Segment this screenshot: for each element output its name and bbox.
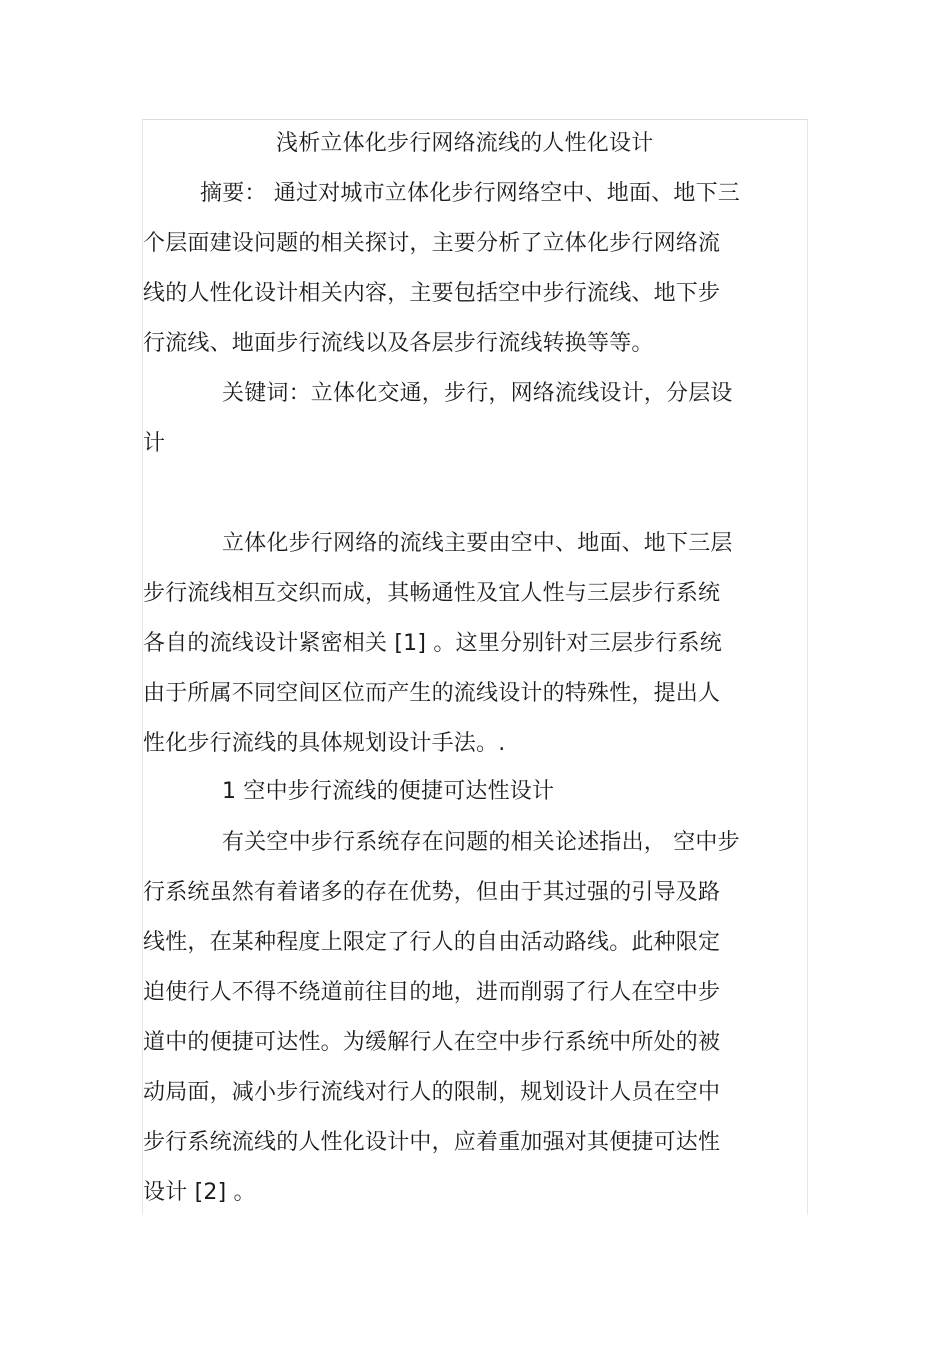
section-1-line-6: 动局面，减小步行流线对行人的限制，规划设计人员在空中 — [143, 1080, 721, 1105]
abstract-line-2: 个层面建设问题的相关探讨，主要分析了立体化步行网络流 — [143, 231, 721, 256]
intro-line-4: 由于所属不同空间区位而产生的流线设计的特殊性，提出人 — [143, 681, 721, 706]
abstract-line-1: 摘要： 通过对城市立体化步行网络空中、地面、地下三 — [200, 181, 740, 206]
section-1-line-3: 线性，在某种程度上限定了行人的自由活动路线。此种限定 — [143, 930, 721, 955]
intro-line-5: 性化步行流线的具体规划设计手法。. — [143, 731, 506, 756]
section-1-heading: 1 空中步行流线的便捷可达性设计 — [222, 779, 555, 804]
section-1-line-2: 行系统虽然有着诸多的存在优势，但由于其过强的引导及路 — [143, 880, 721, 905]
intro-line-2: 步行流线相互交织而成，其畅通性及宜人性与三层步行系统 — [143, 581, 721, 606]
section-1-line-4: 迫使行人不得不绕道前往目的地，进而削弱了行人在空中步 — [143, 980, 721, 1005]
abstract-line-4: 行流线、地面步行流线以及各层步行流线转换等等。 — [143, 331, 654, 356]
intro-line-3: 各自的流线设计紧密相关 [1] 。这里分别针对三层步行系统 — [143, 631, 722, 656]
keywords-line-2: 计 — [143, 431, 166, 456]
abstract-line-3: 线的人性化设计相关内容，主要包括空中步行流线、地下步 — [143, 281, 721, 306]
section-1-line-5: 道中的便捷可达性。为缓解行人在空中步行系统中所处的被 — [143, 1030, 721, 1055]
document-title: 浅析立体化步行网络流线的人性化设计 — [276, 131, 654, 156]
intro-line-1: 立体化步行网络的流线主要由空中、地面、地下三层 — [222, 531, 733, 556]
section-1-line-7: 步行系统流线的人性化设计中，应着重加强对其便捷可达性 — [143, 1130, 721, 1155]
keywords-line-1: 关键词：立体化交通，步行，网络流线设计，分层设 — [222, 381, 733, 406]
section-1-line-1: 有关空中步行系统存在问题的相关论述指出， 空中步 — [222, 830, 740, 855]
section-1-line-8: 设计 [2] 。 — [143, 1180, 256, 1205]
